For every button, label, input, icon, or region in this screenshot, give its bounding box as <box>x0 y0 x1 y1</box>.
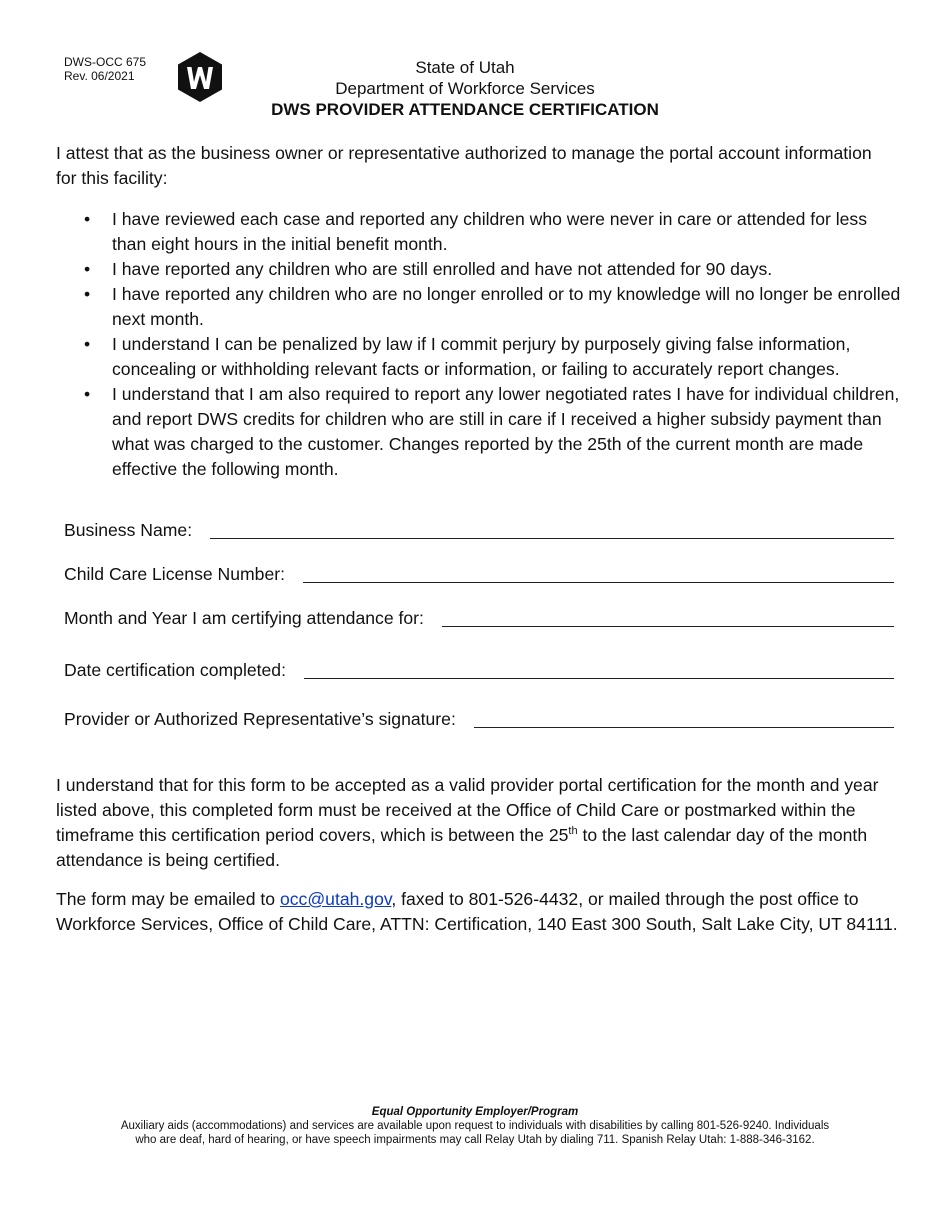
department-name: Department of Workforce Services <box>335 79 595 98</box>
bullet-icon: • <box>84 209 91 229</box>
submission-paragraph: The form may be emailed to occ@utah.gov, faxed to 801-526-4432, or mailed through the post office to Workforce Services, Office of Child Care, ATTN: Certification, 140 East 300 South, Salt Lake City, UT 84111. <box>56 889 898 934</box>
list-item: • I have reported any children who are no longer enrolled or to my knowledge will no longer be enrolled next month. <box>84 284 901 329</box>
form-revision: Rev. 06/2021 <box>64 69 135 83</box>
page-title: DWS PROVIDER ATTENDANCE CERTIFICATION <box>271 100 659 119</box>
signature-label: Provider or Authorized Representative’s signature: <box>64 709 456 729</box>
month-year-label: Month and Year I am certifying attendance for: <box>64 608 424 628</box>
email-link[interactable]: occ@utah.gov <box>279 889 392 909</box>
bullet-icon: • <box>84 259 91 279</box>
page-footer <box>0 1105 950 1147</box>
intro-paragraph: I attest that as the business owner or representative authorized to manage the portal account information for this facility: <box>56 143 872 188</box>
business-name-label: Business Name: <box>64 520 193 540</box>
accessibility-notice-line-1: Auxiliary aids (accommodations) and services are available upon request to individuals with disabilities by calling 801-526-9240. Individuals <box>120 1120 830 1132</box>
list-item: • I understand I can be penalized by law if I commit perjury by purposely giving false information, concealing or withholding relevant facts or information, or failing to accurately report changes. <box>84 334 851 379</box>
month-year-input[interactable] <box>442 625 894 627</box>
acceptance-paragraph: I understand that for this form to be accepted as a valid provider portal certification for the month and year listed above, this completed form must be received at the Office of Child Care or postmarked within the timeframe this certification period covers, which is between the 25th to the last calendar day of the month attendance is being certified. <box>56 775 879 870</box>
list-item: • I have reported any children who are still enrolled and have not attended for 90 days. <box>56 257 906 282</box>
license-number-input[interactable] <box>303 581 894 583</box>
signature-input[interactable] <box>474 726 894 728</box>
business-name-input[interactable] <box>210 537 894 539</box>
list-item: • I have reviewed each case and reported any children who were never in care or attended for less than eight hours in the initial benefit month. <box>84 209 868 254</box>
form-number: DWS-OCC 675 <box>64 55 147 69</box>
attestation-list <box>56 207 906 482</box>
license-number-label: Child Care License Number: <box>64 564 285 584</box>
date-completed-field <box>64 660 894 680</box>
signature-field <box>64 709 894 729</box>
bullet-icon: • <box>84 384 91 404</box>
date-completed-input[interactable] <box>304 677 894 679</box>
eeo-statement: Equal Opportunity Employer/Program <box>371 1106 579 1118</box>
accessibility-notice-line-2: who are deaf, hard of hearing, or have speech impairments may call Relay Utah by dialing 711. Spanish Relay Utah: 1-888-346-3162. <box>135 1134 815 1146</box>
list-item: • I understand that I am also required to report any lower negotiated rates I have for individual children, and report DWS credits for children who are still in care if I received a higher subsidy payment than what was charged to the customer. Changes reported by the 25th of the current month are made effective the following month. <box>84 384 900 479</box>
document-header <box>0 57 930 120</box>
date-completed-label: Date certification completed: <box>64 660 286 680</box>
bullet-icon: • <box>84 284 91 304</box>
month-year-field <box>64 608 894 628</box>
bullet-icon: • <box>84 334 91 354</box>
license-number-field <box>64 564 894 584</box>
ordinal-suffix: th <box>568 825 578 838</box>
state-name: State of Utah <box>415 58 515 77</box>
business-name-field <box>64 520 894 540</box>
